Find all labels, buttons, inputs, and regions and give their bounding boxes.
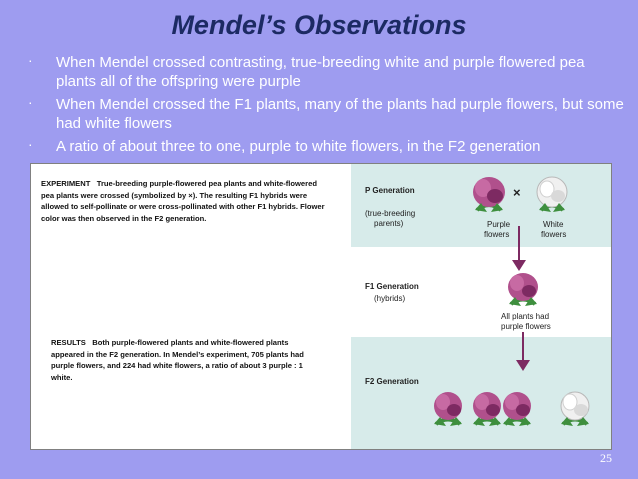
results-label: RESULTS: [51, 338, 86, 347]
bullet-text: When Mendel crossed contrasting, true-breeding white and purple flowered pea plants all of the offspring were purple: [56, 54, 585, 90]
bullet-item: [26, 137, 626, 156]
f1-generation-label: F1 Generation: [365, 282, 419, 291]
results-description: [51, 337, 321, 383]
f2-generation-label: F2 Generation: [365, 377, 419, 386]
f2-purple-flower-icon: [497, 386, 537, 430]
bullet-text: A ratio of about three to one, purple to white flowers, in the F2 generation: [56, 138, 541, 155]
white-label-line1: White: [543, 220, 564, 229]
p-to-f1-arrow-icon: [509, 226, 529, 272]
f2-purple-flower-icon: [428, 386, 468, 430]
bullet-marker: ·: [28, 94, 33, 110]
white-flower-icon: [531, 170, 573, 218]
experiment-text: True-breeding purple-flowered pea plants and white-flowered pea plants were crossed (symbolized by ×). The resulting F1 hybrids were allowed to self-pollinate or were cross-pollinated with other F1 hybrids. Flower color was then observed in the F2 generation.: [41, 179, 325, 223]
results-text: Both purple-flowered plants and white-flowered plants appeared in the F2 generation. In Mendel’s experiment, 705 plants had purple flowers, and 224 had white flowers, a ratio of about 3 purple : 1 white.: [51, 338, 304, 382]
f1-result-line2: purple flowers: [501, 322, 551, 331]
p-generation-note-line2: parents): [374, 219, 404, 228]
bullet-marker: ·: [28, 52, 33, 68]
f2-white-flower-icon: [555, 386, 595, 430]
p-generation-label: P Generation: [365, 186, 415, 195]
slide-title: Mendel’s Observations: [171, 10, 467, 40]
cross-symbol: ×: [513, 185, 521, 200]
f1-to-f2-arrow-icon: [513, 332, 533, 372]
bullet-item: [26, 53, 626, 91]
bullet-marker: ·: [28, 136, 33, 152]
f1-generation-panel: [351, 247, 611, 337]
p-generation-note-line1: (true-breeding: [365, 209, 416, 218]
white-label-line2: flowers: [541, 230, 567, 239]
bullet-item: [26, 95, 626, 133]
bullet-list: [26, 53, 626, 160]
f1-result-line1: All plants had: [501, 312, 550, 321]
purple-label-line1: Purple: [487, 220, 511, 229]
mendel-experiment-figure: [30, 163, 612, 450]
bullet-text: When Mendel crossed the F1 plants, many of the plants had purple flowers, but some had white flowers: [56, 96, 624, 132]
page-number: 25: [600, 451, 612, 465]
f1-generation-note: (hybrids): [374, 294, 406, 303]
purple-label-line2: flowers: [484, 230, 510, 239]
experiment-description: [41, 178, 326, 224]
experiment-label: EXPERIMENT: [41, 179, 91, 188]
purple-flower-icon: [467, 170, 511, 218]
f1-purple-flower-icon: [501, 268, 545, 310]
